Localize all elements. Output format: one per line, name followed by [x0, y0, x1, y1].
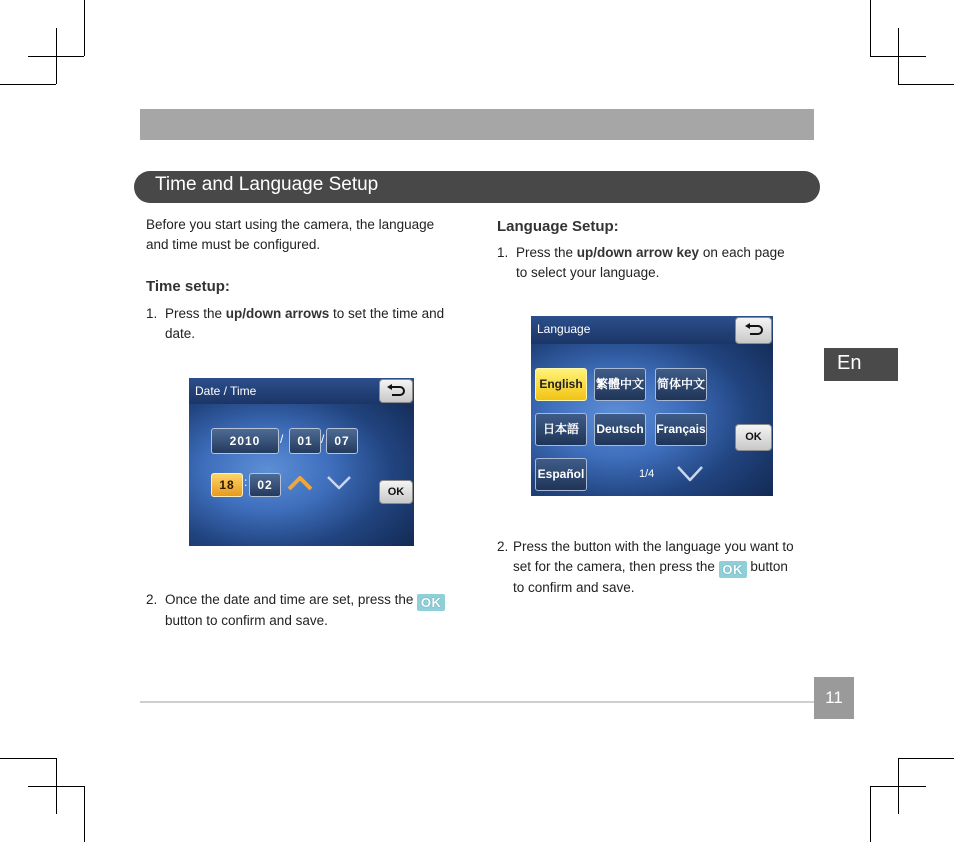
- step-text: to confirm and save.: [513, 580, 635, 595]
- page-number: 11: [814, 677, 854, 719]
- intro-text: [146, 215, 434, 255]
- crop-mark: [0, 84, 56, 85]
- step-text: to select your language.: [516, 265, 660, 280]
- step-text: Press the: [516, 245, 577, 260]
- back-button[interactable]: [735, 317, 772, 344]
- crop-mark: [28, 56, 84, 57]
- time-separator: :: [244, 475, 248, 489]
- crop-mark: [898, 758, 954, 759]
- page-indicator: 1/4: [639, 468, 655, 480]
- language-option-spanish[interactable]: Español: [535, 458, 587, 491]
- language-screen: [531, 316, 773, 496]
- language-tab-en: [824, 348, 898, 381]
- datetime-screen-title: Date / Time: [195, 384, 257, 398]
- intro-line: and time must be configured.: [146, 237, 321, 252]
- datetime-screen: [189, 378, 414, 546]
- step-text: Press the: [165, 306, 226, 321]
- section-title-bar: [134, 171, 820, 203]
- crop-mark: [898, 84, 954, 85]
- crop-mark: [28, 786, 84, 787]
- month-field[interactable]: 01: [289, 428, 321, 454]
- step-text: Once the date and time are set, press the: [165, 592, 414, 607]
- crop-mark: [0, 758, 56, 759]
- language-option-german[interactable]: Deutsch: [594, 413, 646, 446]
- ok-inline-icon: OK: [417, 594, 445, 611]
- up-arrow-icon[interactable]: [287, 474, 313, 492]
- language-option-traditional-chinese[interactable]: 繁體中文: [594, 368, 646, 401]
- language-option-simplified-chinese[interactable]: 简体中文: [655, 368, 707, 401]
- time-step-2: [165, 590, 445, 631]
- down-arrow-icon[interactable]: [676, 464, 704, 484]
- step-text: button to confirm and save.: [165, 613, 328, 628]
- time-step-1-number: 1.: [146, 306, 158, 321]
- ok-inline-icon: OK: [719, 561, 747, 578]
- time-setup-heading: Time setup:: [146, 278, 230, 295]
- step-keyword: up/down arrows: [225, 306, 330, 321]
- language-tab-label: En: [837, 352, 862, 374]
- lang-step-2: [513, 537, 794, 598]
- crop-mark: [870, 0, 871, 56]
- day-field[interactable]: 07: [326, 428, 358, 454]
- top-grey-bar: [140, 109, 814, 140]
- language-option-english[interactable]: English: [535, 368, 587, 401]
- back-arrow-icon: [744, 323, 764, 337]
- time-step-1: [165, 304, 444, 344]
- language-screen-title: Language: [537, 322, 591, 336]
- step-text: to set the time and: [329, 306, 445, 321]
- step-text: set for the camera, then press the: [513, 559, 715, 574]
- ok-button[interactable]: OK: [735, 424, 772, 451]
- down-arrow-icon[interactable]: [326, 474, 352, 492]
- lang-step-1-number: 1.: [497, 245, 509, 260]
- crop-mark: [870, 786, 926, 787]
- step-text: Press the button with the language you want to: [513, 539, 794, 554]
- crop-mark: [84, 786, 85, 842]
- language-setup-heading: Language Setup:: [497, 218, 619, 235]
- time-step-2-number: 2.: [146, 592, 158, 607]
- minute-field[interactable]: 02: [249, 473, 281, 497]
- step-keyword: up/down arrow key: [576, 245, 700, 260]
- back-arrow-icon: [386, 384, 406, 398]
- date-separator: /: [280, 432, 284, 446]
- crop-mark: [84, 0, 85, 56]
- step-text: on each page: [699, 245, 785, 260]
- step-text: button: [750, 559, 788, 574]
- language-option-japanese[interactable]: 日本語: [535, 413, 587, 446]
- back-button[interactable]: [379, 379, 413, 403]
- lang-step-1: [516, 243, 785, 283]
- language-option-french[interactable]: Français: [655, 413, 707, 446]
- date-separator: /: [321, 432, 325, 446]
- lang-step-2-number: 2.: [497, 539, 509, 554]
- crop-mark: [870, 786, 871, 842]
- intro-line: Before you start using the camera, the language: [146, 217, 435, 232]
- year-field[interactable]: 2010: [211, 428, 279, 454]
- step-text: date.: [165, 326, 196, 341]
- crop-mark: [870, 56, 926, 57]
- footer-rule: [140, 701, 814, 703]
- section-title: Time and Language Setup: [155, 174, 379, 195]
- hour-field[interactable]: 18: [211, 473, 243, 497]
- ok-button[interactable]: OK: [379, 480, 413, 504]
